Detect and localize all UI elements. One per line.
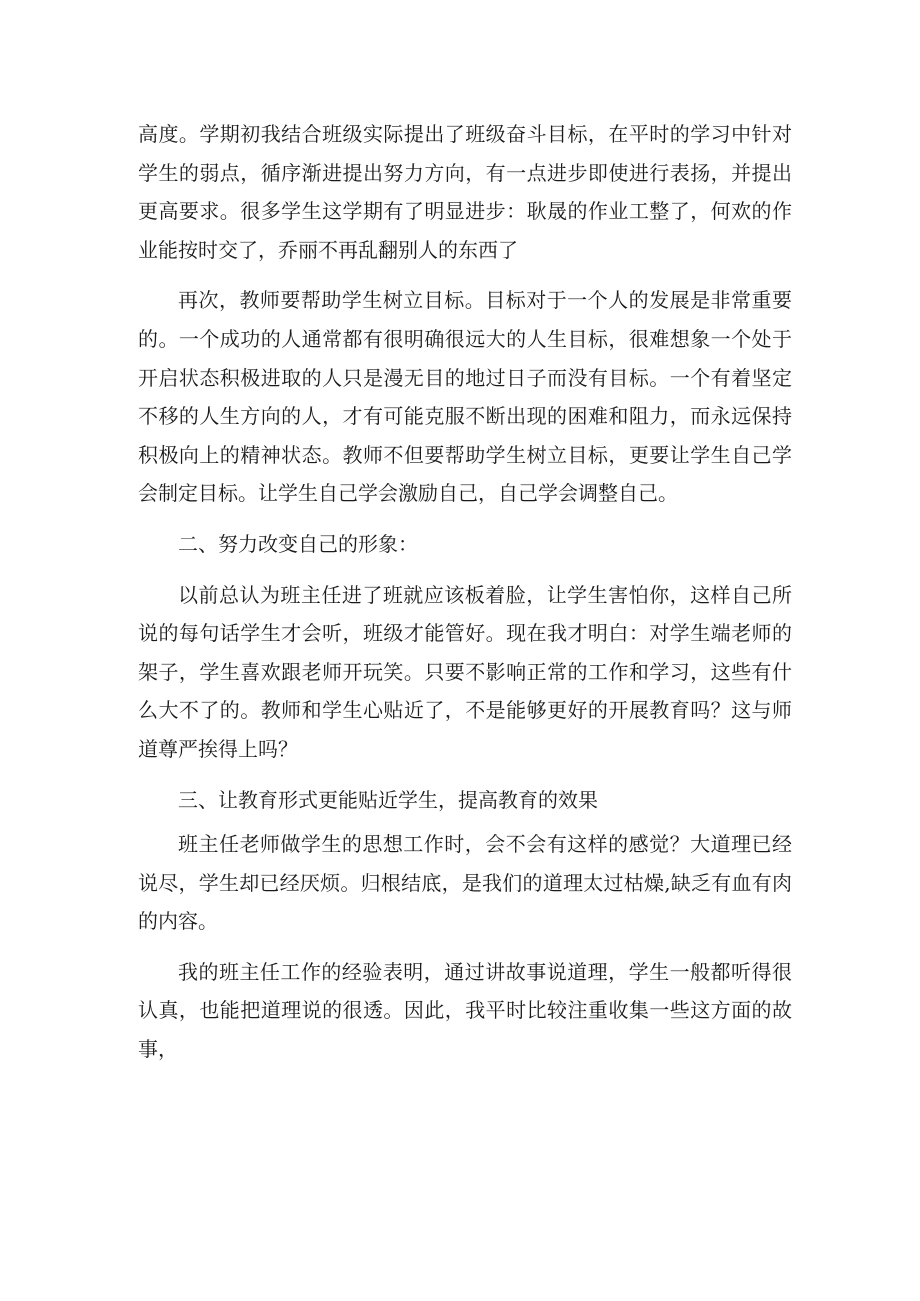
paragraph-set-goals: 再次，教师要帮助学生树立目标。目标对于一个人的发展是非常重要的。一个成功的人通常都有很明确很远大的人生目标，很难想象一个处于开启状态积极进取的人只是漫无目的地过日子而没有目标。一个有着坚定不移的人生方向的人，才有可能克服不断出现的困难和阻力，而永远保持积极向上的精神状态。教师不但要帮助学生树立目标，更要让学生自己学会制定目标。让学生自己学会激励自己，自己学会调整自己。 <box>138 288 792 506</box>
section-heading-change-image: 二、努力改变自己的形象： <box>178 531 418 556</box>
document-body <box>138 115 792 1069</box>
paragraph-storytelling: 我的班主任工作的经验表明，通过讲故事说道理，学生一般都听得很认真，也能把道理说的很透。因此，我平时比较注重收集一些这方面的故事， <box>138 959 792 1062</box>
section-heading-education-form: 三、让教育形式更能贴近学生，提高教育的效果 <box>178 787 598 812</box>
paragraph-thought-work: 班主任老师做学生的思想工作时，会不会有这样的感觉？大道理已经说尽，学生却已经厌烦。归根结底，是我们的道理太过枯燥,缺乏有血有肉的内容。 <box>138 832 792 934</box>
paragraph-continuation: 高度。学期初我结合班级实际提出了班级奋斗目标，在平时的学习中针对学生的弱点，循序渐进提出努力方向，有一点进步即使进行表扬，并提出更高要求。很多学生这学期有了明显进步：耿晟的作业工整了，何欢的作业能按时交了，乔丽不再乱翻别人的东西了 <box>138 122 792 262</box>
paragraph-change-image: 以前总认为班主任进了班就应该板着脸，让学生害怕你，这样自己所说的每句话学生才会听，班级才能管好。现在我才明白：对学生端老师的架子，学生喜欢跟老师开玩笑。只要不影响正常的工作和学习，这些有什么大不了的。教师和学生心贴近了，不是能够更好的开展教育吗？这与师道尊严挨得上吗？ <box>138 582 792 761</box>
